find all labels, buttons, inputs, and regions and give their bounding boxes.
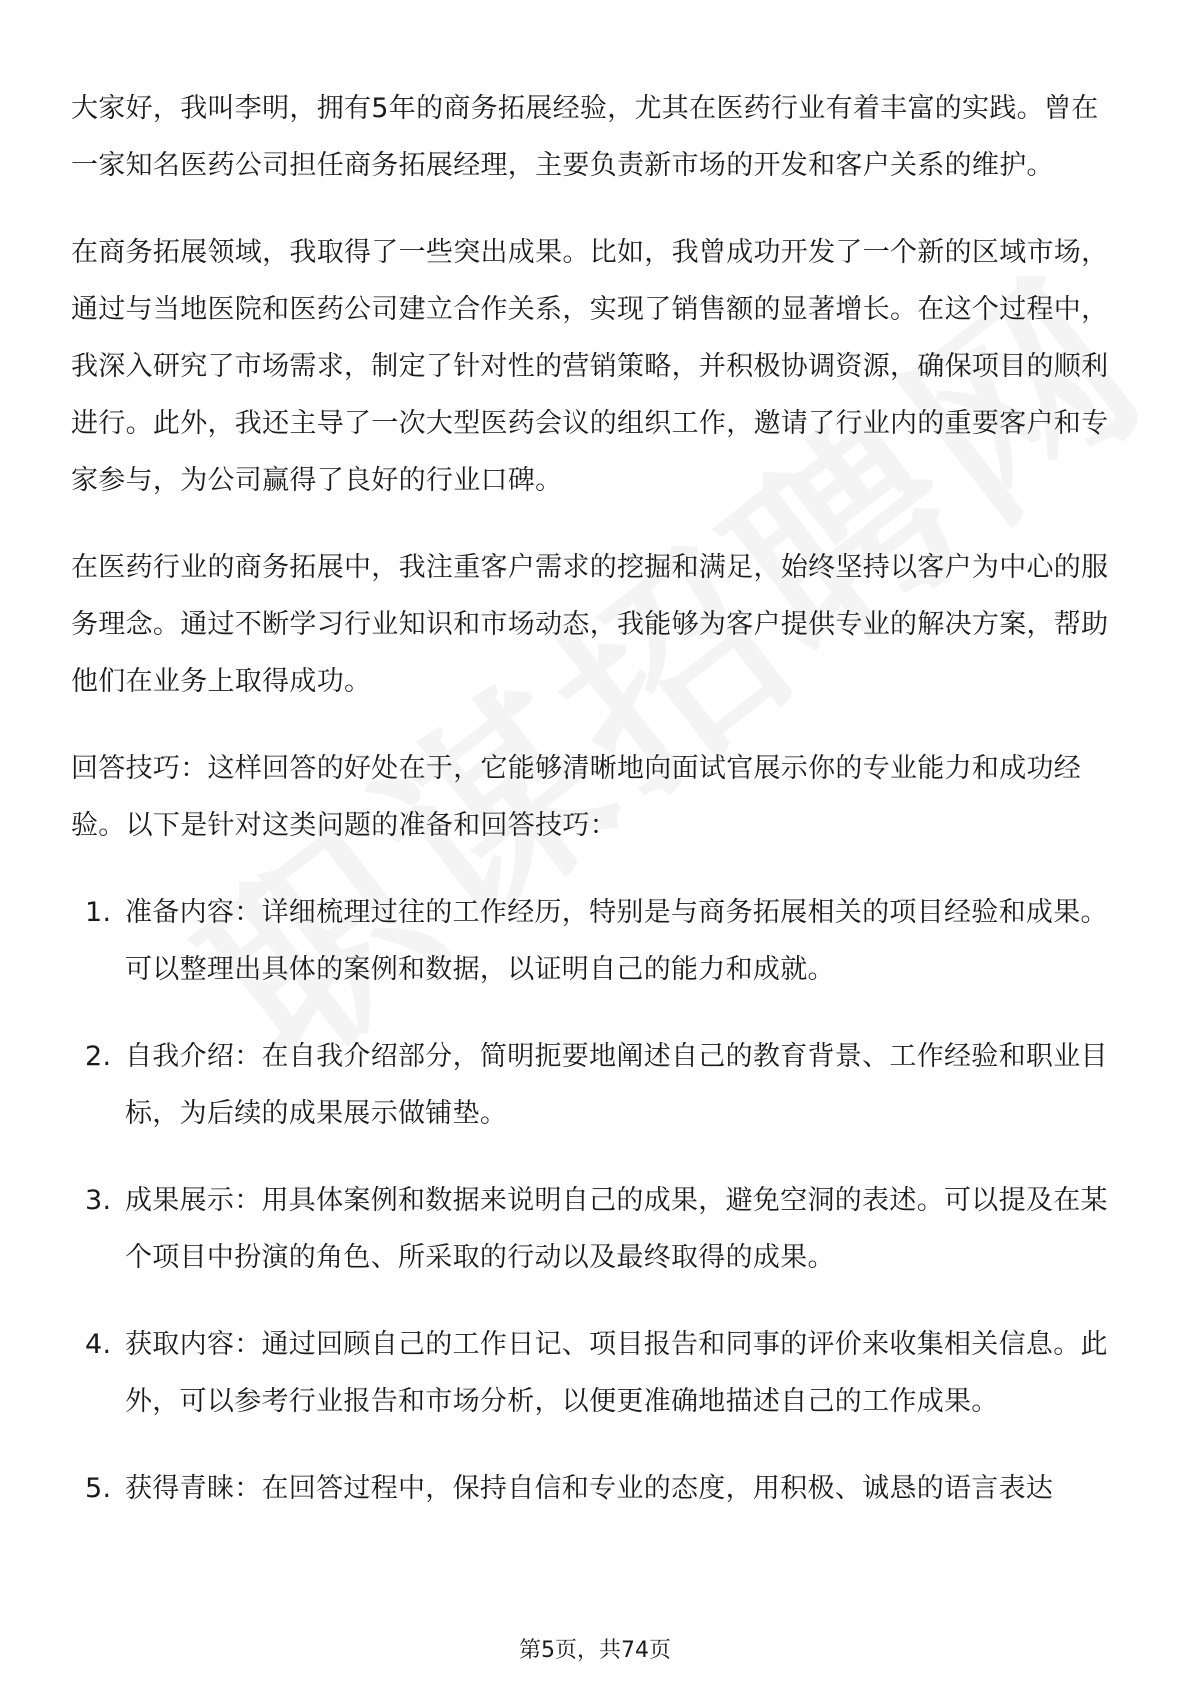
list-item-number: 1. (85, 897, 112, 928)
list-item-number: 4. (85, 1329, 112, 1360)
list-item-text: 获取内容：通过回顾自己的工作日记、项目报告和同事的评价来收集相关信息。此外，可以参考行业报告和市场分析，以便更准确地描述自己的工作成果。 (125, 1329, 1108, 1417)
document-body (71, 80, 1121, 1547)
list-item-text: 成果展示：用具体案例和数据来说明自己的成果，避免空洞的表述。可以提及在某个项目中扮演的角色、所采取的行动以及最终取得的成果。 (125, 1185, 1108, 1273)
page-number: 第5页，共74页 (519, 1638, 671, 1663)
paragraph-achievements: 在商务拓展领域，我取得了一些突出成果。比如，我曾成功开发了一个新的区域市场，通过与当地医院和医药公司建立合作关系，实现了销售额的显著增长。在这个过程中，我深入研究了市场需求，制定了针对性的营销策略，并积极协调资源，确保项目的顺利进行。此外，我还主导了一次大型医药会议的组织工作，邀请了行业内的重要客户和专家参与，为公司赢得了良好的行业口碑。 (71, 237, 1109, 496)
list-item (71, 1316, 1121, 1430)
list-item (71, 1172, 1121, 1286)
page-footer (0, 1633, 1190, 1664)
list-item-text: 自我介绍：在自我介绍部分，简明扼要地阐述自己的教育背景、工作经验和职业目标，为后续的成果展示做铺垫。 (125, 1041, 1108, 1129)
list-item (71, 884, 1121, 998)
paragraph-intro: 大家好，我叫李明，拥有5年的商务拓展经验，尤其在医药行业有着丰富的实践。曾在一家知名医药公司担任商务拓展经理，主要负责新市场的开发和客户关系的维护。 (71, 93, 1099, 181)
list-item-text: 准备内容：详细梳理过往的工作经历，特别是与商务拓展相关的项目经验和成果。可以整理出具体的案例和数据，以证明自己的能力和成就。 (125, 897, 1108, 985)
paragraph-answer-tips: 回答技巧：这样回答的好处在于，它能够清晰地向面试官展示你的专业能力和成功经验。以下是针对这类问题的准备和回答技巧： (71, 753, 1082, 841)
list-item-number: 5. (85, 1473, 112, 1504)
list-item-number: 2. (85, 1041, 112, 1072)
list-item (71, 1460, 1121, 1517)
tips-list (71, 884, 1121, 1517)
list-item-number: 3. (85, 1185, 112, 1216)
list-item-text: 获得青睐：在回答过程中，保持自信和专业的态度，用积极、诚恳的语言表达 (125, 1473, 1054, 1504)
list-item (71, 1028, 1121, 1142)
paragraph-customer-focus: 在医药行业的商务拓展中，我注重客户需求的挖掘和满足，始终坚持以客户为中心的服务理念。通过不断学习行业知识和市场动态，我能够为客户提供专业的解决方案，帮助他们在业务上取得成功。 (71, 552, 1109, 697)
